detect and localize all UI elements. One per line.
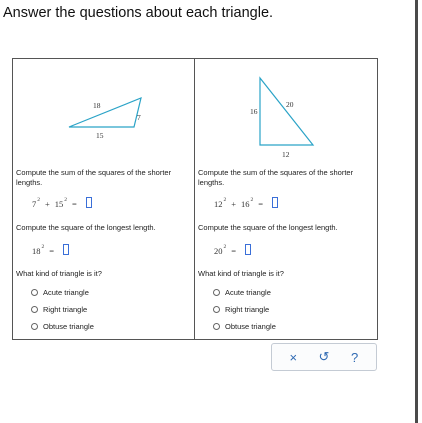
answer-toolbar <box>271 343 377 371</box>
answer-input-square[interactable] <box>63 244 69 255</box>
help-icon[interactable]: ? <box>351 349 359 365</box>
exponent: 2 <box>64 197 68 203</box>
plus-sign: + <box>45 199 50 209</box>
question-triangle-type: What kind of triangle is it? <box>16 269 102 278</box>
base-b: 15 <box>54 199 64 209</box>
option-right[interactable] <box>31 305 87 314</box>
base-longest: 18 <box>32 246 41 256</box>
option-label: Acute triangle <box>43 288 89 297</box>
triangle-problem-2 <box>194 58 378 340</box>
undo-icon[interactable]: ↺ <box>318 349 330 364</box>
answer-input-sum[interactable] <box>272 197 278 208</box>
question-square-longest: Compute the square of the longest length. <box>198 223 338 232</box>
instruction-text: Answer the questions about each triangle. <box>3 5 274 21</box>
triangle-diagram-2 <box>195 59 379 169</box>
question-sum-of-squares: Compute the sum of the squares of the shorter lengths. <box>16 168 172 187</box>
radio-button[interactable] <box>31 306 38 313</box>
plus-sign: + <box>231 199 237 209</box>
option-label: Right triangle <box>43 305 88 314</box>
option-label: Obtuse triangle <box>225 322 276 331</box>
question-square-longest: Compute the square of the longest length. <box>16 223 156 232</box>
question-sum-of-squares: Compute the sum of the squares of the shorter lengths. <box>198 168 354 187</box>
question-triangle-type: What kind of triangle is it? <box>198 269 284 278</box>
side-label-18: 18 <box>93 101 101 110</box>
answer-input-square[interactable] <box>245 244 251 255</box>
exponent: 2 <box>250 197 254 203</box>
scrollbar-edge <box>415 0 418 423</box>
side-label-7: 7 <box>137 113 141 122</box>
equals-sign: = <box>258 199 264 209</box>
radio-button[interactable] <box>213 306 220 313</box>
triangle-diagram-1 <box>13 59 196 169</box>
triangle-problem-1 <box>12 58 195 340</box>
radio-button[interactable] <box>213 289 220 296</box>
sum-of-squares-expression <box>214 199 278 210</box>
exponent: 2 <box>223 244 227 250</box>
option-acute[interactable] <box>31 288 89 297</box>
base-longest: 20 <box>214 246 223 256</box>
exponent: 2 <box>37 197 40 203</box>
option-right[interactable] <box>213 305 269 314</box>
side-label-12: 12 <box>282 150 290 159</box>
side-label-15: 15 <box>96 131 104 140</box>
side-label-20: 20 <box>286 100 294 109</box>
equals-sign: = <box>231 246 237 256</box>
equals-sign: = <box>49 246 55 256</box>
option-label: Right triangle <box>225 305 270 314</box>
sum-of-squares-expression <box>32 199 92 210</box>
longest-square-expression <box>214 246 251 257</box>
option-obtuse[interactable] <box>213 322 276 331</box>
base-b: 16 <box>241 199 250 209</box>
radio-button[interactable] <box>213 323 220 330</box>
radio-button[interactable] <box>31 323 38 330</box>
close-icon[interactable]: × <box>289 349 298 365</box>
longest-square-expression <box>32 246 69 257</box>
base-a: 7 <box>32 199 37 209</box>
option-label: Acute triangle <box>225 288 271 297</box>
exponent: 2 <box>41 244 45 250</box>
exponent: 2 <box>223 197 227 203</box>
equals-sign: = <box>72 199 77 209</box>
option-label: Obtuse triangle <box>43 322 94 331</box>
answer-input-sum[interactable] <box>86 197 92 208</box>
radio-button[interactable] <box>31 289 38 296</box>
side-label-16: 16 <box>250 107 258 116</box>
base-a: 12 <box>214 199 223 209</box>
option-acute[interactable] <box>213 288 271 297</box>
option-obtuse[interactable] <box>31 322 94 331</box>
